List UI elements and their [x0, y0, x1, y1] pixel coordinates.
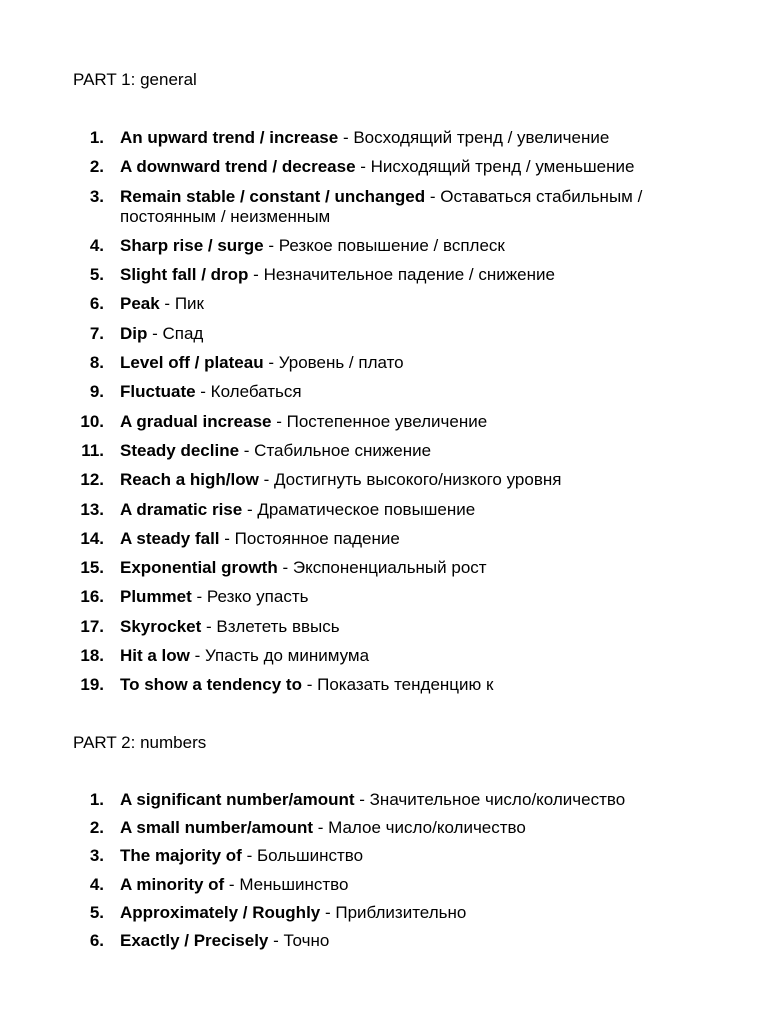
term-russian: Резко упасть [206, 587, 309, 607]
term-english: Skyrocket [120, 616, 202, 636]
term-english: An upward trend / increase [120, 128, 339, 147]
term-english: Exponential growth [120, 558, 278, 578]
term-russian: Пик [174, 294, 204, 314]
list-item [0, 587, 768, 607]
term-separator: - [248, 265, 264, 285]
term-separator: - [241, 846, 257, 866]
term-separator: - [195, 382, 211, 402]
term-english: A minority of [120, 874, 225, 894]
term-english: Exactly / Precisely [120, 930, 269, 950]
item-number: 1. [89, 790, 104, 809]
part1-heading: PART 1: general [73, 70, 197, 89]
term-russian: Показать тенденцию к [317, 675, 494, 695]
term-separator: - [338, 128, 354, 147]
item-number: 9. [89, 382, 104, 402]
item-number: 14. [80, 528, 104, 548]
list-item [0, 441, 768, 461]
item-number: 5. [89, 902, 104, 922]
item-number: 15. [80, 558, 104, 578]
term-english: Remain stable / constant / unchanged [120, 186, 426, 206]
term-separator: - [159, 294, 175, 314]
term-russian: Восходящий тренд / увеличение [353, 128, 610, 147]
term-russian: Колебаться [210, 382, 302, 402]
item-number: 13. [80, 499, 104, 519]
term-separator: - [189, 646, 206, 666]
list-item [0, 294, 768, 314]
term-separator: - [242, 499, 258, 519]
term-english: To show a tendency to [120, 675, 302, 695]
item-number: 7. [89, 323, 104, 343]
item-number: 3. [89, 186, 104, 206]
part1-term-list [0, 128, 768, 705]
part2-term-list [0, 790, 768, 959]
term-russian: Оставаться стабильным / постоянным / неизменным [120, 186, 643, 226]
list-item [0, 382, 768, 402]
item-number: 3. [89, 846, 104, 866]
term-english: Sharp rise / surge [120, 235, 264, 255]
term-separator: - [201, 616, 217, 636]
list-item [0, 790, 768, 810]
item-number: 4. [89, 235, 104, 255]
item-number: 18. [80, 646, 104, 666]
term-english: A small number/amount [120, 818, 314, 838]
term-russian: Драматическое повышение [257, 499, 476, 519]
term-russian: Значительное число/количество [369, 790, 626, 809]
term-english: Fluctuate [120, 382, 196, 402]
term-russian: Экспоненциальный рост [292, 558, 487, 578]
term-separator: - [277, 558, 293, 578]
term-separator: - [354, 790, 370, 809]
term-english: Approximately / Roughly [120, 902, 321, 922]
term-separator: - [191, 587, 207, 607]
item-number: 8. [89, 353, 104, 373]
term-english: Reach a high/low [120, 470, 259, 490]
term-separator: - [219, 528, 235, 548]
list-item [0, 875, 768, 895]
term-separator: - [301, 675, 318, 695]
term-english: Slight fall / drop [120, 265, 249, 285]
item-number: 10. [80, 411, 104, 431]
list-item [0, 646, 768, 666]
list-item [0, 236, 768, 256]
term-english: A gradual increase [120, 411, 272, 431]
term-english: A significant number/amount [120, 790, 355, 809]
term-russian: Большинство [256, 846, 364, 866]
term-english: A steady fall [120, 528, 220, 548]
item-number: 16. [80, 587, 104, 607]
part2-heading: PART 2: numbers [73, 733, 207, 752]
item-number: 2. [89, 818, 104, 838]
term-separator: - [147, 323, 163, 343]
list-item [0, 617, 768, 637]
list-item [0, 558, 768, 578]
term-russian: Незначительное падение / снижение [263, 265, 555, 285]
term-russian: Взлететь ввысь [216, 616, 340, 636]
term-english: The majority of [120, 846, 242, 866]
item-number: 2. [89, 157, 104, 177]
list-item [0, 903, 768, 923]
term-separator: - [263, 235, 279, 255]
term-separator: - [258, 470, 274, 490]
term-russian: Спад [162, 323, 204, 343]
item-number: 1. [89, 128, 104, 147]
item-number: 6. [89, 930, 104, 950]
term-english: Steady decline [120, 440, 240, 460]
item-number: 19. [80, 675, 104, 695]
list-item [0, 265, 768, 285]
term-russian: Достигнуть высокого/низкого уровня [273, 470, 562, 490]
item-number: 5. [89, 265, 104, 285]
term-russian: Резкое повышение / всплеск [278, 235, 505, 255]
term-russian: Меньшинство [239, 874, 349, 894]
term-russian: Постепенное увеличение [286, 411, 488, 431]
list-item [0, 324, 768, 344]
term-separator: - [271, 411, 287, 431]
list-item [0, 128, 768, 148]
term-english: A downward trend / decrease [120, 157, 356, 177]
item-number: 17. [80, 616, 104, 636]
term-russian: Постоянное падение [234, 528, 400, 548]
term-russian: Приблизительно [335, 902, 467, 922]
term-separator: - [313, 818, 329, 838]
term-russian: Точно [283, 930, 330, 950]
term-russian: Малое число/количество [328, 818, 526, 838]
list-item [0, 412, 768, 432]
list-item [0, 470, 768, 490]
term-separator: - [320, 902, 336, 922]
term-russian: Нисходящий тренд / уменьшение [370, 157, 635, 177]
term-separator: - [425, 186, 441, 206]
term-english: A dramatic rise [120, 499, 243, 519]
term-english: Level off / plateau [120, 353, 264, 373]
list-item [0, 675, 768, 695]
term-english: Dip [120, 323, 148, 343]
list-item [0, 353, 768, 373]
item-number: 11. [81, 440, 104, 460]
term-english: Peak [120, 294, 160, 314]
list-item [0, 157, 768, 177]
term-russian: Уровень / плато [278, 353, 404, 373]
term-english: Hit a low [120, 646, 190, 666]
term-english: Plummet [120, 587, 192, 607]
list-item [0, 187, 768, 227]
term-separator: - [239, 440, 255, 460]
term-separator: - [224, 874, 240, 894]
term-separator: - [268, 930, 284, 950]
term-russian: Стабильное снижение [254, 440, 432, 460]
list-item [0, 818, 768, 838]
term-separator: - [263, 353, 279, 373]
item-number: 4. [89, 874, 104, 894]
list-item [0, 846, 768, 866]
item-number: 6. [89, 294, 104, 314]
item-number: 12. [80, 470, 104, 490]
list-item [0, 529, 768, 549]
list-item [0, 931, 768, 951]
list-item [0, 500, 768, 520]
term-separator: - [355, 157, 371, 177]
term-russian: Упасть до минимума [205, 646, 370, 666]
